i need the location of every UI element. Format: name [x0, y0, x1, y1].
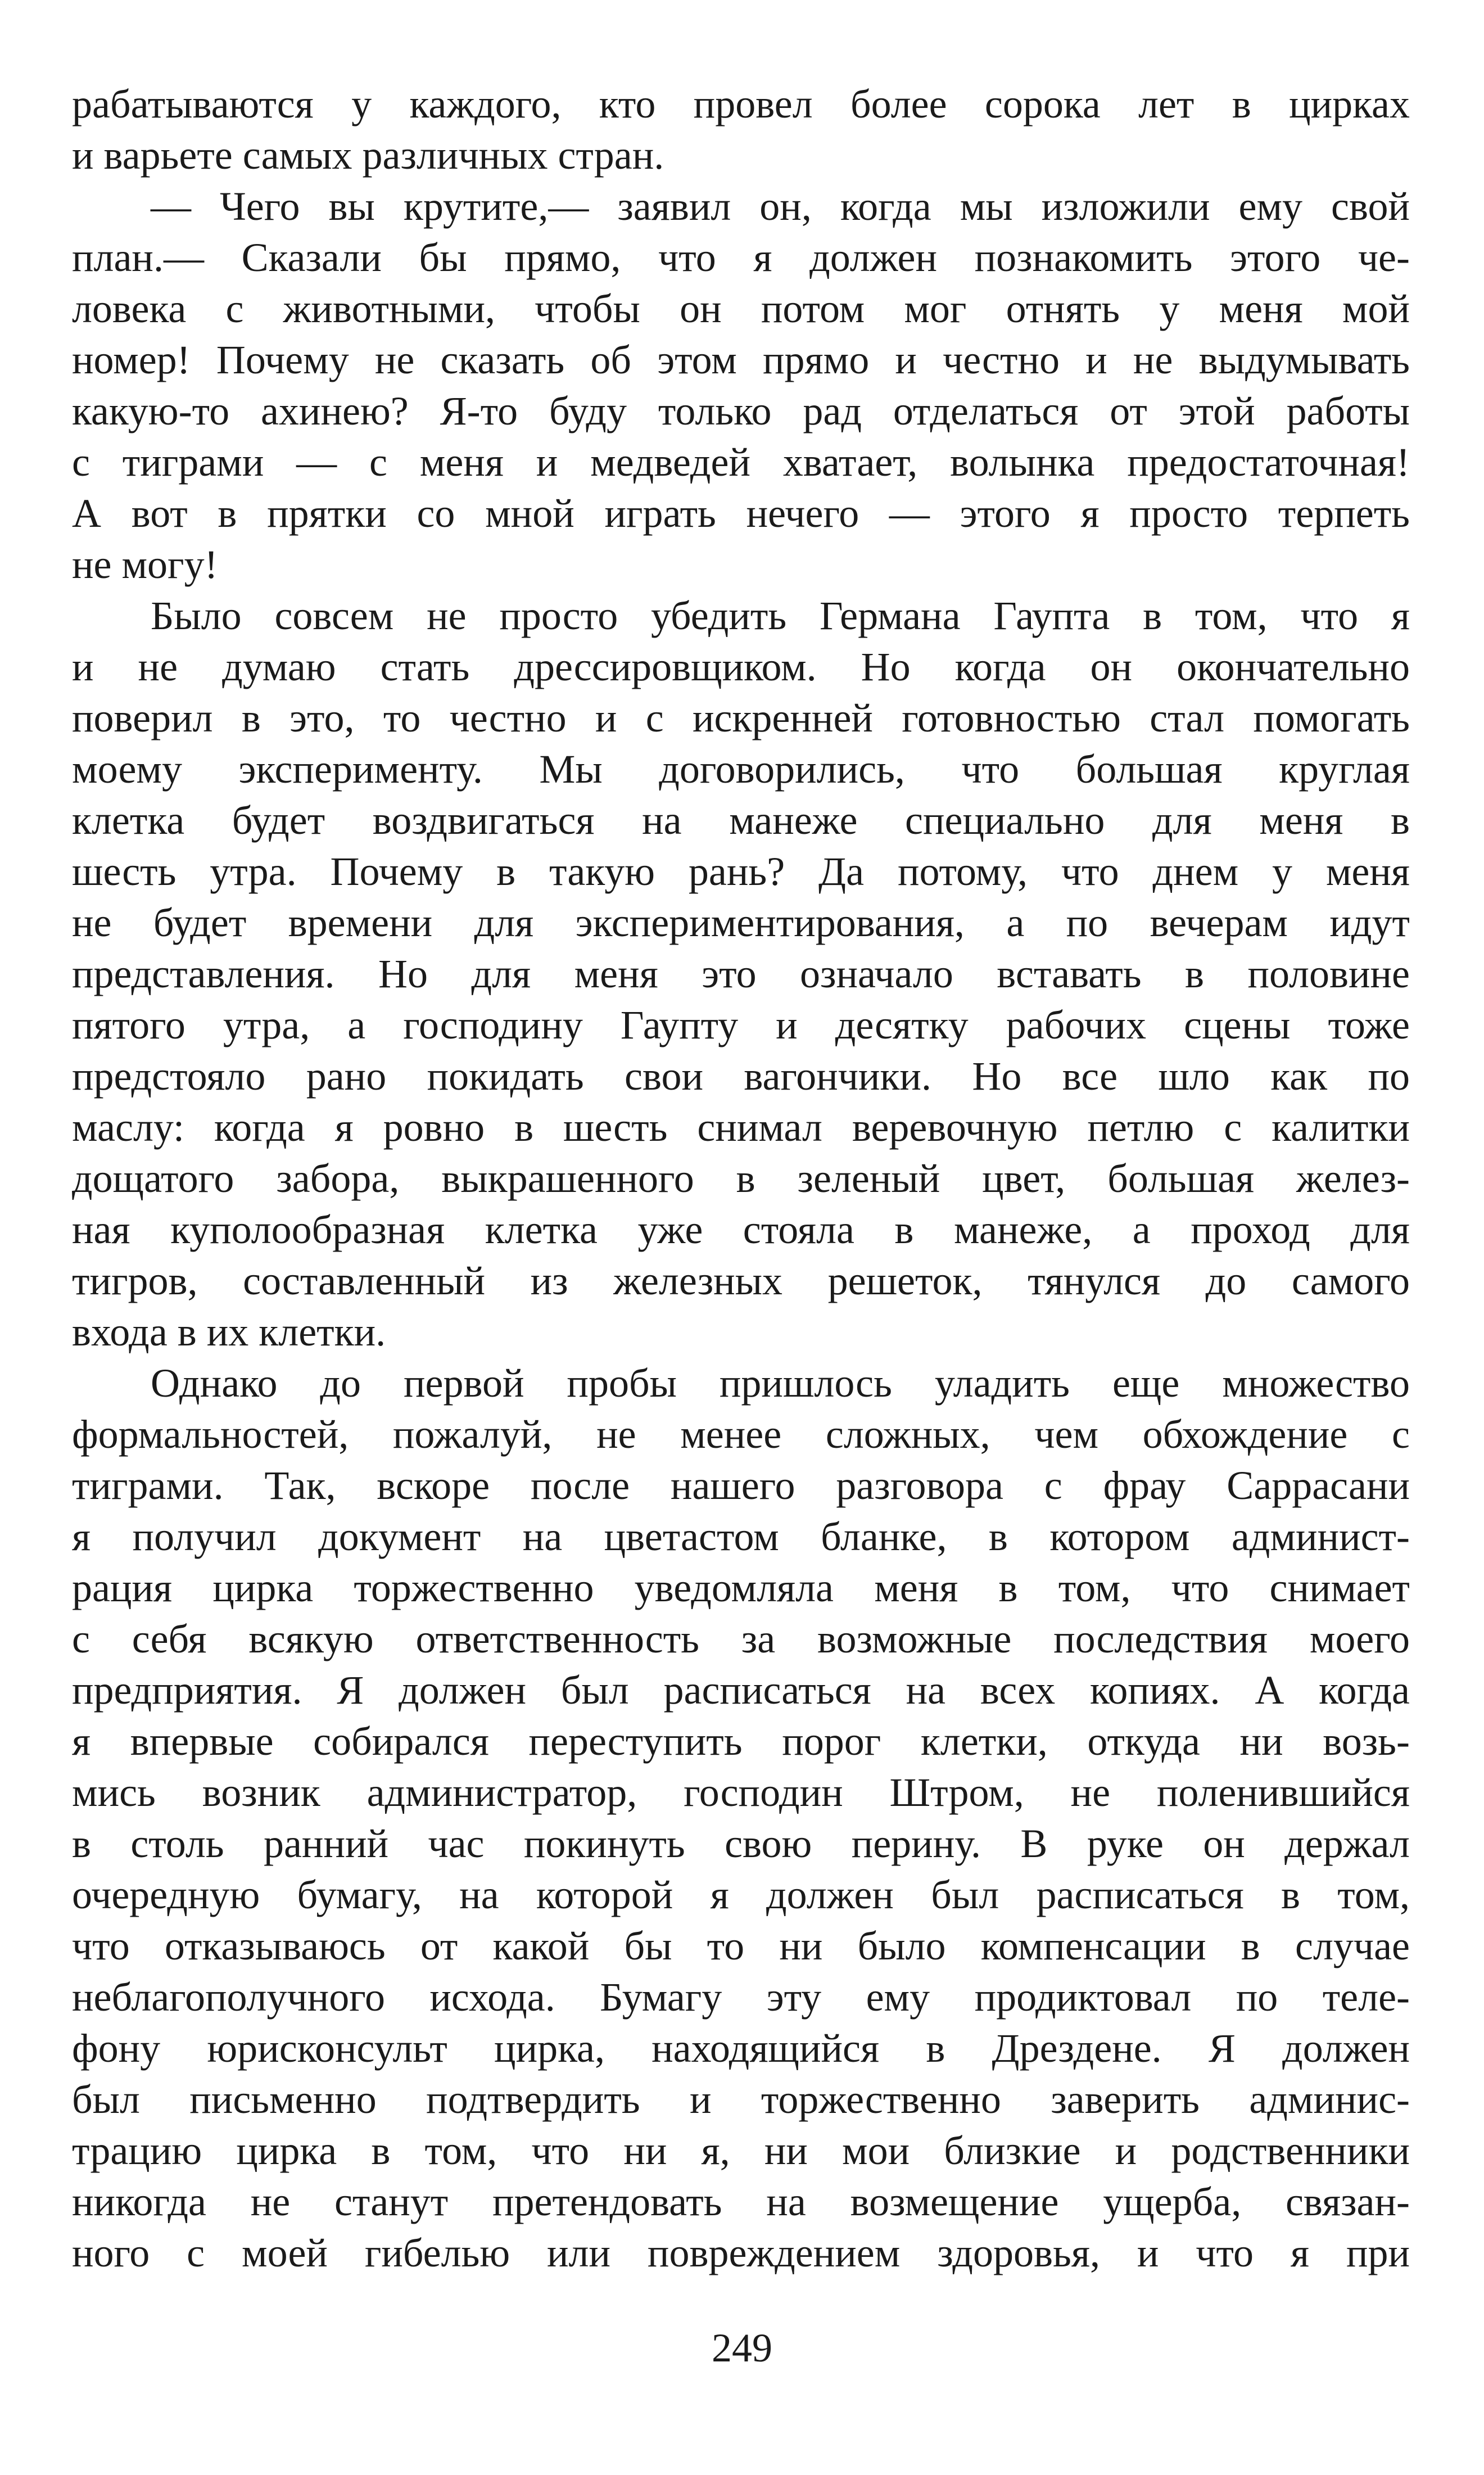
text-line: моему эксперименту. Мы договорились, что большая круглая [72, 747, 1410, 792]
text-line: ловека с животными, чтобы он потом мог отнять у меня мой [72, 286, 1410, 331]
text-line: входа в их клетки. [72, 1309, 386, 1354]
body-text [72, 79, 1410, 2279]
text-line: я получил документ на цветастом бланке, в котором админист- [72, 1514, 1410, 1559]
text-line: и не думаю стать дрессировщиком. Но когда он окончательно [72, 644, 1410, 689]
text-line: маслу: когда я ровно в шесть снимал веревочную петлю с калитки [72, 1105, 1410, 1150]
paragraph [72, 79, 1410, 181]
text-line: не могу! [72, 542, 218, 587]
text-line: и варьете самых различных стран. [72, 133, 664, 178]
text-line: А вот в прятки со мной играть нечего — этого я просто терпеть [72, 491, 1410, 536]
text-line: — Чего вы крутите,— заявил он, когда мы изложили ему свой [151, 184, 1410, 229]
text-line: рация цирка торжественно уведомляла меня в том, что снимает [72, 1565, 1410, 1610]
text-line: формальностей, пожалуй, не менее сложных, чем обхождение с [72, 1412, 1410, 1457]
text-line: с тиграми — с меня и медведей хватает, волынка предостаточная! [72, 440, 1410, 485]
text-line: в столь ранний час покинуть свою перину. В руке он держал [72, 1821, 1410, 1866]
text-line: мись возник администратор, господин Штром, не поленившийся [72, 1770, 1410, 1815]
text-line: Было совсем не просто убедить Германа Гаупта в том, что я [151, 593, 1410, 638]
text-line: никогда не станут претендовать на возмещение ущерба, связан- [72, 2179, 1410, 2224]
text-line: я впервые собирался переступить порог клетки, откуда ни возь- [72, 1719, 1410, 1764]
text-line: не будет времени для экспериментирования, а по вечерам идут [72, 900, 1410, 945]
text-line: трацию цирка в том, что ни я, ни мои близкие и родственники [72, 2128, 1410, 2173]
text-line: фону юрисконсульт цирка, находящийся в Дрездене. Я должен [72, 2026, 1410, 2071]
paragraph [72, 181, 1410, 590]
paragraph [72, 590, 1410, 1358]
paragraph [72, 1358, 1410, 2279]
text-line: ная куполообразная клетка уже стояла в манеже, а проход для [72, 1207, 1410, 1252]
text-line: рабатываются у каждого, кто провел более сорока лет в цирках [72, 82, 1410, 127]
text-line: ного с моей гибелью или повреждением здоровья, и что я при [72, 2230, 1410, 2275]
text-line: поверил в это, то честно и с искренней готовностью стал помогать [72, 695, 1410, 740]
text-line: план.— Сказали бы прямо, что я должен познакомить этого че- [72, 235, 1410, 280]
text-line: номер! Почему не сказать об этом прямо и честно и не выдумывать [72, 337, 1410, 382]
text-line: клетка будет воздвигаться на манеже специально для меня в [72, 798, 1410, 843]
text-line: Однако до первой пробы пришлось уладить еще множество [151, 1361, 1410, 1406]
text-line: неблагополучного исхода. Бумагу эту ему продиктовал по теле- [72, 1975, 1410, 2020]
text-line: пятого утра, а господину Гаупту и десятку рабочих сцены тоже [72, 1002, 1410, 1047]
text-line: представления. Но для меня это означало вставать в половине [72, 951, 1410, 996]
text-line: предприятия. Я должен был расписаться на всех копиях. А когда [72, 1668, 1410, 1713]
text-line: очередную бумагу, на которой я должен был расписаться в том, [72, 1872, 1410, 1917]
text-line: тиграми. Так, вскоре после нашего разговора с фрау Саррасани [72, 1463, 1410, 1508]
text-line: какую-то ахинею? Я-то буду только рад отделаться от этой работы [72, 389, 1410, 433]
text-line: шесть утра. Почему в такую рань? Да потому, что днем у меня [72, 849, 1410, 894]
text-line: предстояло рано покидать свои вагончики. Но все шло как по [72, 1054, 1410, 1099]
text-line: что отказываюсь от какой бы то ни было компенсации в случае [72, 1923, 1410, 1968]
text-line: тигров, составленный из железных решеток, тянулся до самого [72, 1258, 1410, 1303]
page-number: 249 [712, 2325, 772, 2370]
text-line: с себя всякую ответственность за возможные последствия моего [72, 1616, 1410, 1661]
text-line: дощатого забора, выкрашенного в зеленый цвет, большая желез- [72, 1156, 1410, 1201]
text-line: был письменно подтвердить и торжественно заверить админис- [72, 2077, 1410, 2122]
